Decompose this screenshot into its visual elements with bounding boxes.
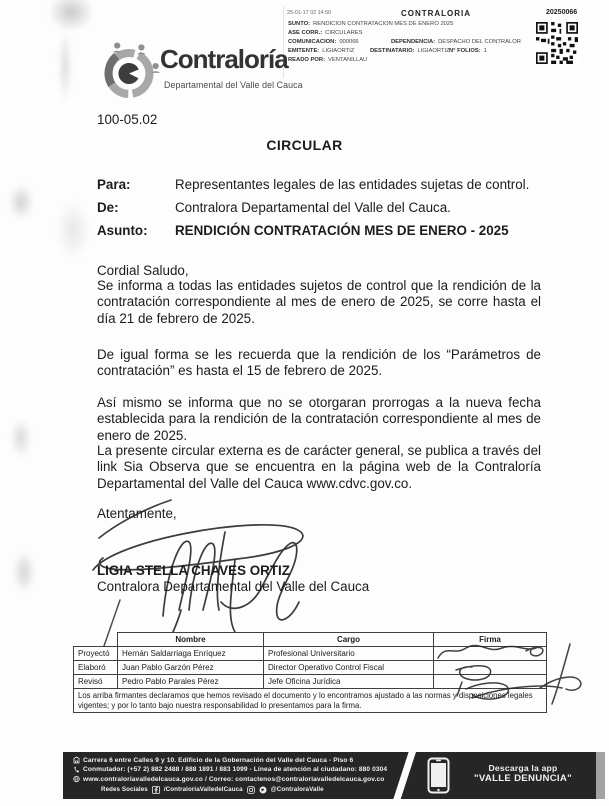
- header-firma: Firma: [434, 633, 547, 647]
- document-title: CIRCULAR: [266, 137, 343, 153]
- qr-code-icon: [536, 22, 578, 64]
- firma-cell: [434, 661, 547, 675]
- filing-stamp: [283, 6, 609, 78]
- stamp-destinatario: DESTINATARIO: LIGIAORTIZ: [370, 48, 450, 54]
- document-code: 100-05.02: [97, 112, 158, 127]
- firma-cell: [434, 675, 547, 689]
- paragraph-1: Se informa a todas las entidades sujetos de control que la rendición de la contratación correspondiente al mes de enero de 2025, se corre hasta el día 21 de febrero de 2025.: [97, 278, 541, 326]
- scan-smudge: [58, 28, 72, 104]
- twitter-handle: @ContraloraValle: [270, 786, 324, 794]
- firma-cell: [434, 647, 547, 661]
- scan-smudge: [56, 200, 90, 260]
- phone-icon: [73, 766, 80, 774]
- stamp-clase: ASE CORR.: CIRCULARES: [288, 30, 363, 36]
- scan-smudge: [12, 550, 36, 594]
- footer-bar: [63, 752, 596, 799]
- footer-edge-strip: [596, 752, 605, 799]
- contraloria-emblem-icon: [98, 40, 160, 102]
- contraloria-logo: [98, 38, 313, 108]
- app-promo-line2: "VALLE DENUNCIA": [474, 773, 572, 784]
- table-row: Elaboró Juan Pablo Garzón Pérez Director Operativo Control Fiscal: [74, 661, 547, 675]
- stamp-folios: N° FOLIOS: 1: [449, 48, 487, 54]
- globe-icon: [73, 775, 80, 783]
- twitter-icon: [259, 786, 267, 794]
- logo-wordmark: Contraloría: [160, 44, 288, 74]
- paragraph-3: Así mismo se informa que no se otorgaran prorrogas a la nueva fecha establecida para la rendición de la contratación correspondiente al mes de enero de 2025.: [97, 395, 541, 443]
- field-para: Para: Representantes legales de las entidades sujetas de control.: [97, 177, 530, 192]
- app-promo: [457, 763, 589, 784]
- field-asunto: Asunto: RENDICIÓN CONTRATACIÓN MES DE ENERO - 2025: [97, 223, 509, 238]
- facebook-handle: /ContraloriaValledelCauca: [163, 786, 243, 794]
- app-promo-line1: Descarga la app: [488, 763, 558, 773]
- stamp-asunto: SUNTO: RENDICION CONTRATACION MES DE ENERO 2025: [288, 21, 454, 27]
- approval-header-row: [74, 633, 547, 647]
- scan-smudge: [48, 0, 94, 32]
- stamp-datetime: 25-01-17 02 14:50: [287, 10, 332, 16]
- corner-cell: [74, 633, 118, 647]
- paragraph-2: De igual forma se les recuerda que la rendición de los “Parámetros de contratación” es hasta el 15 de febrero de 2025.: [97, 347, 541, 379]
- paragraph-4: La presente circular externa es de carácter general, se publica a través del link Sia Observa que se encuentra en la página web de la Contraloría Departamental del Valle del Cauca www.cdvc.gov.co.: [97, 443, 541, 491]
- closing: Atentamente,: [97, 506, 177, 521]
- signer-title: Contralora Departamental del Valle del Cauca: [97, 579, 370, 594]
- logo-subtitle: Departamental del Valle del Cauca: [164, 80, 303, 90]
- table-note: Los arriba firmantes declaramos que hemos revisado el documento y lo encontramos ajustado a las normas y disposiciones legales vigentes; y por lo tanto bajo nuestra responsabilidad lo presentamos para la firma.: [74, 689, 547, 713]
- header-cargo: Cargo: [264, 633, 434, 647]
- approval-table: [73, 632, 547, 713]
- footer-web-line: www.contraloriavalledelcauca.gov.co / Correo: contactenos@contraloriavalledelcauca.gov.co: [73, 775, 403, 783]
- letter-header-fields: [97, 177, 542, 246]
- footer-social-line: [101, 786, 403, 794]
- header-nombre: Nombre: [118, 633, 264, 647]
- signer-name: LIGIA STELLA CHAVES ORTIZ: [97, 563, 290, 578]
- table-row: Revisó Pedro Pablo Parales Pérez Jefe Oficina Jurídica: [74, 675, 547, 689]
- facebook-icon: [152, 786, 160, 794]
- smartphone-icon: [427, 757, 450, 794]
- instagram-icon: [247, 786, 255, 794]
- stamp-dependencia: DEPENDENCIA: DESPACHO DEL CONTRALOR: [391, 39, 521, 45]
- table-row: Proyectó Hernán Saldarriaga Enríquez Profesional Universitario: [74, 647, 547, 661]
- footer-address-line: Carrera 6 entre Calles 9 y 10. Edificio de la Gobernación del Valle del Cauca - Piso 6: [73, 756, 403, 764]
- footer-contact-block: [73, 756, 403, 795]
- footer-phone-line: Conmutador: (+57 2) 882 2488 / 888 1891 / 883 1099 - Línea de atención al ciudadano: 880 0304: [73, 766, 403, 774]
- stamp-comunicacion: COMUNICACION: 000066: [288, 39, 359, 45]
- scan-smudge: [10, 418, 32, 458]
- stamp-creado-por: READO POR: VENTANILLAU: [288, 57, 368, 63]
- social-label: Redes Sociales: [101, 786, 148, 794]
- field-de: De: Contralora Departamental del Valle del Cauca.: [97, 200, 451, 215]
- stamp-number: 20250066: [546, 9, 578, 16]
- stamp-title: CONTRALORIA: [400, 9, 472, 18]
- scan-smudge: [8, 184, 34, 220]
- table-note-row: [74, 689, 547, 713]
- greeting: Cordial Saludo,: [97, 263, 189, 278]
- stamp-emitente: EMITENTE: LIGIAORTIZ: [288, 48, 355, 54]
- building-icon: [73, 756, 80, 764]
